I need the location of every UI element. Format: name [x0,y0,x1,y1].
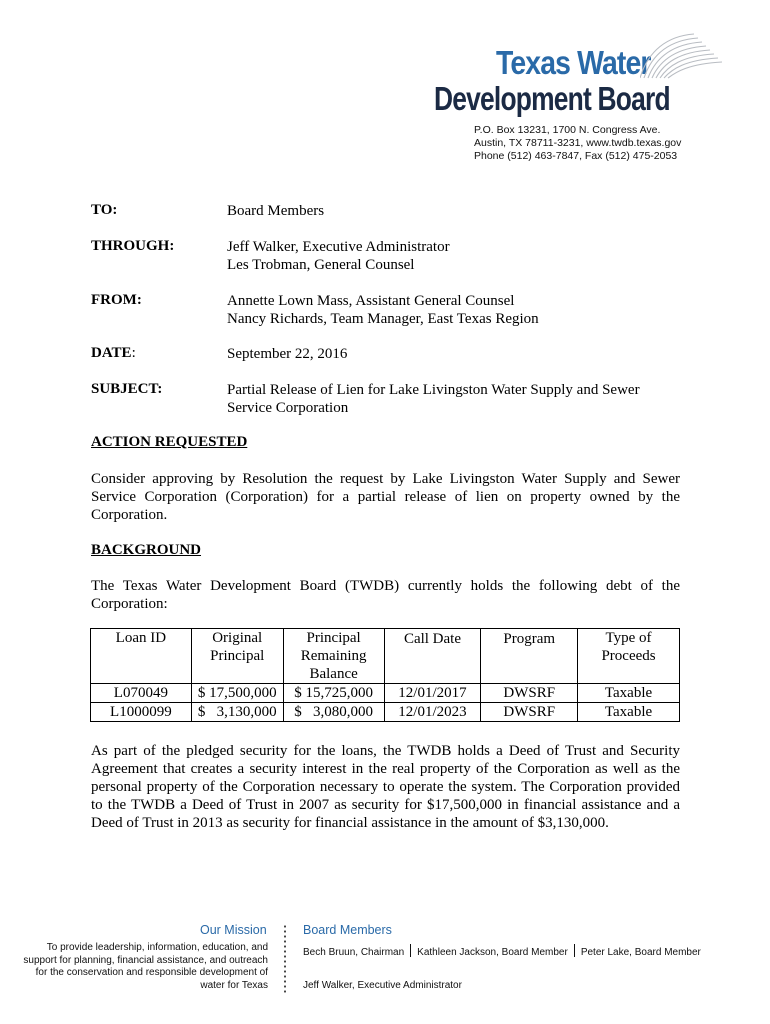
table-cell: 12/01/2017 [384,684,481,703]
table-cell: L070049 [91,684,192,703]
separator [574,944,575,957]
date-label-text: DATE [91,345,132,361]
action-text: Consider approving by Resolution the request by Lake Livingston Water Supply and Sewer Service Corporation (Corporation) for a partial release of lien on property owned by the Corporation. [91,471,680,523]
action-heading: ACTION REQUESTED [91,434,248,450]
table-cell: DWSRF [481,684,578,703]
table-cell: DWSRF [481,703,578,722]
board-member: Bech Bruun, Chairman [303,947,405,958]
logo-title-line1: Texas Water [496,44,651,81]
subject-label: SUBJECT: [91,381,163,397]
subject-value: Partial Release of Lien for Lake Livingston Water Supply and Sewer [227,382,640,398]
debt-table [90,628,680,722]
table-header-cell: Type of Proceeds [578,629,680,684]
from-value: Nancy Richards, Team Manager, East Texas Region [227,311,539,327]
from-value: Annette Lown Mass, Assistant General Counsel [227,293,515,309]
table-header-cell: Principal Remaining Balance [283,629,384,684]
address-line: Austin, TX 78711-3231, www.twdb.texas.gov [474,137,682,149]
subject-value: Service Corporation [227,400,349,416]
table-cell: $ 17,500,000 [191,684,283,703]
board-member: Peter Lake, Board Member [580,947,701,958]
through-value: Jeff Walker, Executive Administrator [227,239,450,255]
date-label [91,345,136,362]
table-header-cell: Loan ID [91,629,192,684]
mission-title: Our Mission [200,923,267,937]
to-label: TO: [91,202,118,218]
logo-swoosh-icon [640,30,730,82]
board-member: Kathleen Jackson, Board Member [417,947,568,958]
table-cell: $ 3,130,000 [191,703,283,722]
table-row [91,703,680,722]
table-cell: 12/01/2023 [384,703,481,722]
from-label: FROM: [91,292,142,308]
to-value: Board Members [227,203,325,219]
date-value: September 22, 2016 [227,346,348,362]
through-value: Les Trobman, General Counsel [227,257,415,273]
board-title: Board Members [303,923,392,937]
table-header-cell: Call Date [384,629,481,684]
mission-text: To provide leadership, information, education, and support for planning, financial assistance, and outreach for the conservation and responsible development of water for Texas [23,942,268,991]
background-intro: The Texas Water Development Board (TWDB) currently holds the following debt of the Corporation: [91,578,680,612]
table-cell: Taxable [578,684,680,703]
table-cell: Taxable [578,703,680,722]
address-line: Phone (512) 463-7847, Fax (512) 475-2053 [474,150,678,162]
table-header-row [91,629,680,684]
table-header-cell: Program [481,629,578,684]
separator [410,944,411,957]
board-member-list [303,944,701,958]
logo-title-line2: Development Board [434,80,670,117]
background-heading: BACKGROUND [91,542,202,558]
table-cell: L1000099 [91,703,192,722]
executive-administrator: Jeff Walker, Executive Administrator [303,980,462,991]
background-closing: As part of the pledged security for the loans, the TWDB holds a Deed of Trust and Security Agreement that creates a security interest in the real property of the Corporation as well as the personal property of the Corporation necessary to operate the system. The Corporation provided to the TWDB a Deed of Trust in 2007 as security for $17,500,000 in financial assistance and a Deed of Trust in 2013 as security for financial assistance in the amount of $3,130,000. [91,743,680,831]
table-cell: $ 3,080,000 [283,703,384,722]
table-cell: $ 15,725,000 [283,684,384,703]
address-line: P.O. Box 13231, 1700 N. Congress Ave. [474,124,661,136]
footer-divider [283,924,287,994]
date-label-colon: : [131,345,136,361]
through-label: THROUGH: [91,238,175,254]
table-row [91,684,680,703]
table-header-cell: Original Principal [191,629,283,684]
